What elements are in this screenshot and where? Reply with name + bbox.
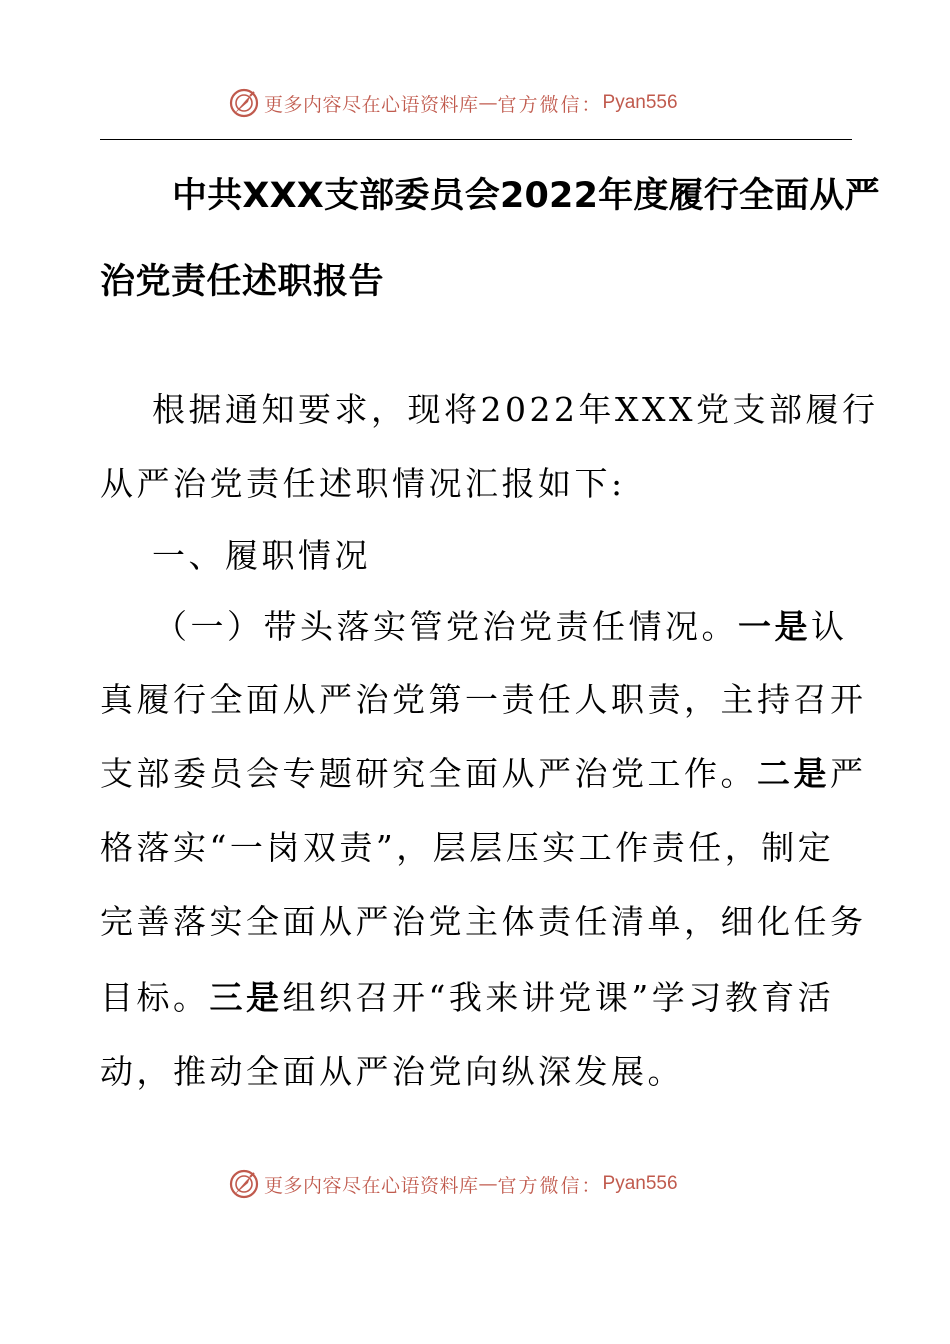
- paragraph-line-5: 完善落实全面从严治党主体责任清单，细化任务: [100, 902, 867, 941]
- watermark-site-text: 更多内容尽在心语资料库: [264, 93, 479, 116]
- brand-logo-icon: [228, 1168, 260, 1200]
- watermark-wechat-id: Pyan556: [602, 1173, 678, 1194]
- paragraph-line-4: 格落实“一岗双责”，层层压实工作责任，制定: [100, 828, 835, 867]
- paragraph-line-3-text: 支部委员会专题研究全面从严治党工作。: [100, 754, 757, 793]
- paragraph-line-1-text: （一）带头落实管党治党责任情况。: [154, 607, 738, 646]
- watermark-wechat-label: 官方微信：: [497, 1174, 603, 1197]
- brand-logo-icon: [228, 87, 260, 119]
- paragraph-line-1: [154, 607, 906, 647]
- point-marker-third: 三是: [209, 978, 283, 1017]
- section-heading: 一、履职情况: [152, 536, 371, 575]
- title-line-1: 中共XXX支部委员会2022年度履行全面从严: [172, 176, 880, 216]
- intro-line-2: 从严治党责任述职情况汇报如下:: [100, 464, 626, 503]
- point-marker-second: 二是: [757, 754, 830, 793]
- watermark-separator: —: [478, 1173, 498, 1195]
- header-divider: [100, 139, 852, 140]
- paragraph-line-2: 真履行全面从严治党第一责任人职责，主持召开: [100, 680, 867, 719]
- watermark-wechat-id: Pyan556: [602, 92, 678, 113]
- paragraph-line-6: [100, 978, 852, 1018]
- watermark-site-text: 更多内容尽在心语资料库: [264, 1174, 479, 1197]
- paragraph-line-6-text: 目标。: [100, 978, 210, 1017]
- paragraph-line-1-tail: 认: [811, 607, 848, 646]
- paragraph-line-3: [100, 754, 867, 794]
- paragraph-line-3-tail: 严: [830, 754, 867, 793]
- watermark-wechat-label: 官方微信：: [497, 93, 603, 116]
- watermark-separator: —: [478, 92, 498, 114]
- header-watermark: [228, 83, 678, 123]
- intro-line-1: 根据通知要求，现将2022年XXX党支部履行: [152, 390, 879, 429]
- title-line-2: 治党责任述职报告: [100, 262, 385, 302]
- footer-watermark: [228, 1164, 678, 1204]
- point-marker-first: 一是: [738, 607, 811, 646]
- paragraph-line-7: 动，推动全面从严治党向纵深发展。: [100, 1052, 684, 1091]
- paragraph-line-6-tail: 组织召开“我来讲党课”学习教育活: [282, 978, 835, 1017]
